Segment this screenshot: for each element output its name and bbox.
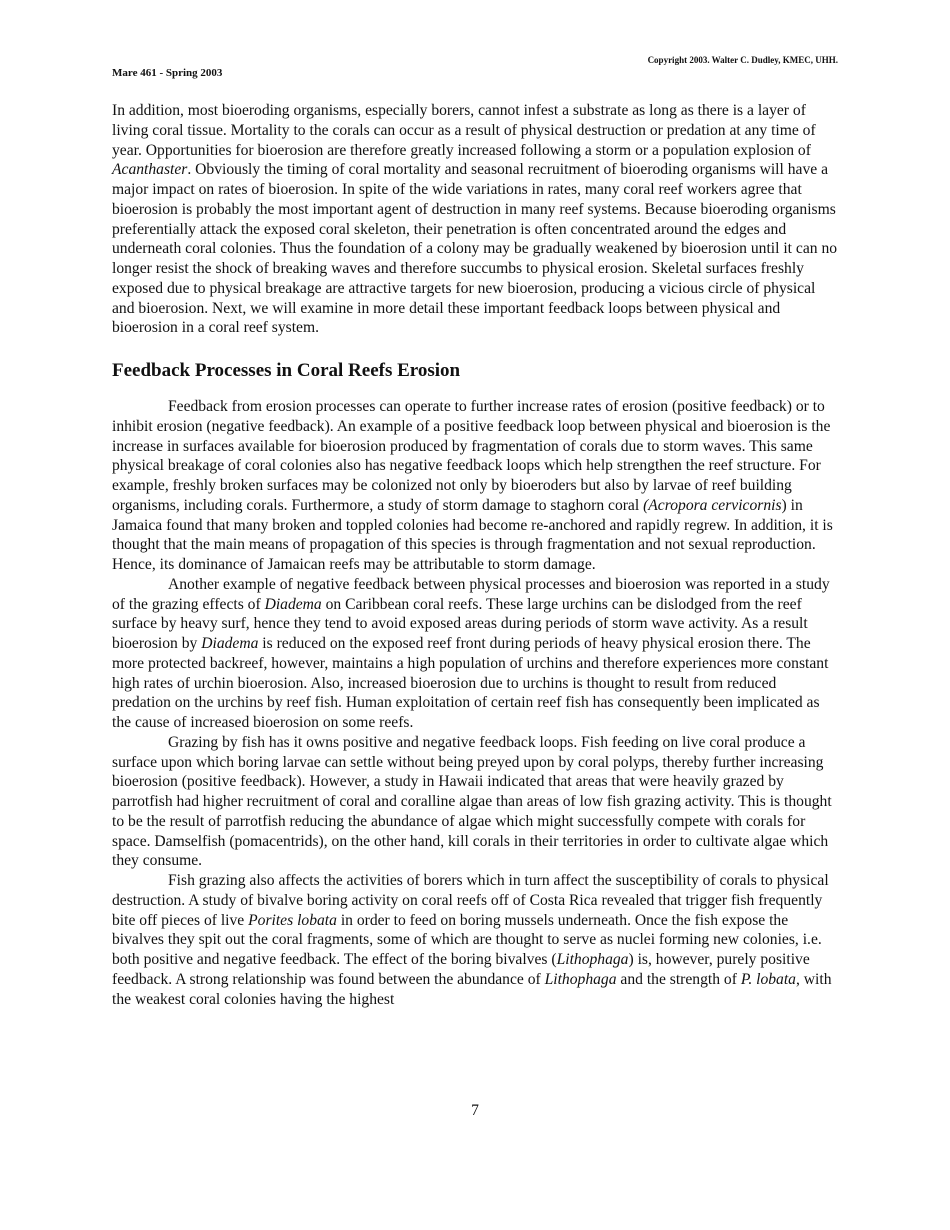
italic-term-lithophaga: Lithophaga <box>544 970 617 988</box>
italic-term-p-lobata: P. lobata <box>740 970 796 988</box>
italic-term-acropora: (Acropora cervicornis <box>643 496 782 514</box>
text-run: ) in Jamaica found that many broken and toppled colonies had become re-anchored and rapidly regrew. In addition, it is thought that the main means of propagation of this species is through fragmentation and not sexual reproduction. Hence, its dominance of Jamaican reefs may be attributable to storm damage. <box>112 496 833 573</box>
text-run: ) is, however, purely positive feedback. A strong relationship was found between the abundance of <box>112 951 810 988</box>
italic-term-porites: Porites lobata <box>248 911 337 929</box>
text-run: , with the weakest coral colonies having the highest <box>112 970 832 1008</box>
section-heading: Feedback Processes in Coral Reefs Erosion <box>112 360 461 381</box>
paragraph-fish-grazing <box>112 733 839 871</box>
text-run: In addition, most bioeroding organisms, especially borers, cannot infest a substrate as long as there is a layer of living coral tissue. Mortality to the corals can occur as a result of physical destruction or predation at any time of year. Opportunities for bioerosion are therefore greatly increased following a storm or a population explosion of <box>112 102 816 159</box>
italic-term-acanthaster: Acanthaster <box>112 161 188 179</box>
text-run: on Caribbean coral reefs. These large urchins can be dislodged from the reef surface by heavy surf, hence they tend to avoid exposed areas during periods of storm wave activity. As a result bioerosion by <box>112 595 808 652</box>
course-header: Mare 461 - Spring 2003 <box>112 67 223 79</box>
text-run: . Obviously the timing of coral mortality and seasonal recruitment of bioeroding organisms will have a major impact on rates of bioerosion. In spite of the wide variations in rates, many coral reef workers agree that bioerosion is probably the most important agent of destruction in many reef systems. Because bioeroding organisms preferentially attack the exposed coral skeleton, their penetration is often concentrated around the edges and underneath coral colonies. Thus the foundation of a colony may be gradually weakened by bioerosion until it can no longer resist the shock of breaking waves and therefore succumbs to physical erosion. Skeletal surfaces freshly exposed due to physical breakage are attractive targets for new bioerosion, producing a vicious circle of physical and bioerosion. Next, we will examine in more detail these important feedback loops between physical and bioerosion in a coral reef system. <box>112 161 838 337</box>
italic-term-diadema: Diadema <box>201 635 259 652</box>
text-run: in order to feed on boring mussels underneath. Once the fish expose the bivalves they spit out the coral fragments, some of which are thought to serve as nuclei forming new colonies, i.e. both positive and negative feedback. The effect of the boring bivalves ( <box>112 911 822 968</box>
text-run: is reduced on the exposed reef front during periods of heavy physical erosion there. The more protected backreef, however, maintains a high population of urchins and therefore experiences more constant high rates of urchin bioerosion. Also, increased bioerosion due to urchins is thought to result from reduced predation on the urchins by reef fish. Human exploitation of certain reef fish has consequently been implicated as the cause of increased bioerosion on some reefs. <box>112 635 829 731</box>
text-run: and the strength of <box>616 970 741 988</box>
text-run: Grazing by fish has it owns positive and negative feedback loops. Fish feeding on live coral produce a surface upon which boring larvae can settle without being preyed upon by coral polyps, thereby further increasing bioerosion (positive feedback). However, a study in Hawaii indicated that areas that were heavily grazed by parrotfish had higher recruitment of coral and coralline algae than areas of low fish grazing activity. This is thought to be the result of parrotfish reducing the abundance of algae which might successfully compete with corals for space. Damselfish (pomacentrids), on the other hand, kill corals in their territories in order to cultivate algae which they consume. <box>112 733 832 870</box>
document-body <box>112 101 839 1009</box>
paragraph-bioerosion-intro <box>112 101 839 338</box>
paragraph-feedback-intro <box>112 397 839 575</box>
paragraph-diadema <box>112 575 839 733</box>
italic-term-lithophaga: Lithophaga <box>556 951 629 968</box>
page-number: 7 <box>471 1102 479 1119</box>
italic-term-diadema: Diadema <box>264 595 322 613</box>
text-run: Feedback from erosion processes can operate to further increase rates of erosion (positive feedback) or to inhibit erosion (negative feedback). An example of a positive feedback loop between physical and bioerosion is the increase in surfaces available for bioerosion produced by fragmentation of corals due to storm waves. This same physical breakage of coral colonies also has negative feedback loops which help strengthen the reef structure. For example, freshly broken surfaces may be colonized not only by bioeroders but also by larvae of reef building organisms, including corals. Furthermore, a study of storm damage to staghorn coral <box>112 398 831 514</box>
paragraph-borers <box>112 871 839 1009</box>
text-run: Another example of negative feedback between physical processes and bioerosion was reported in a study of the grazing effects of <box>112 575 830 613</box>
text-run: Fish grazing also affects the activities of borers which in turn affect the susceptibility of corals to physical destruction. A study of bivalve boring activity on coral reefs off of Costa Rica revealed that trigger fish frequently bite off pieces of live <box>112 872 829 929</box>
copyright-header: Copyright 2003. Walter C. Dudley, KMEC, UHH. <box>647 55 838 65</box>
